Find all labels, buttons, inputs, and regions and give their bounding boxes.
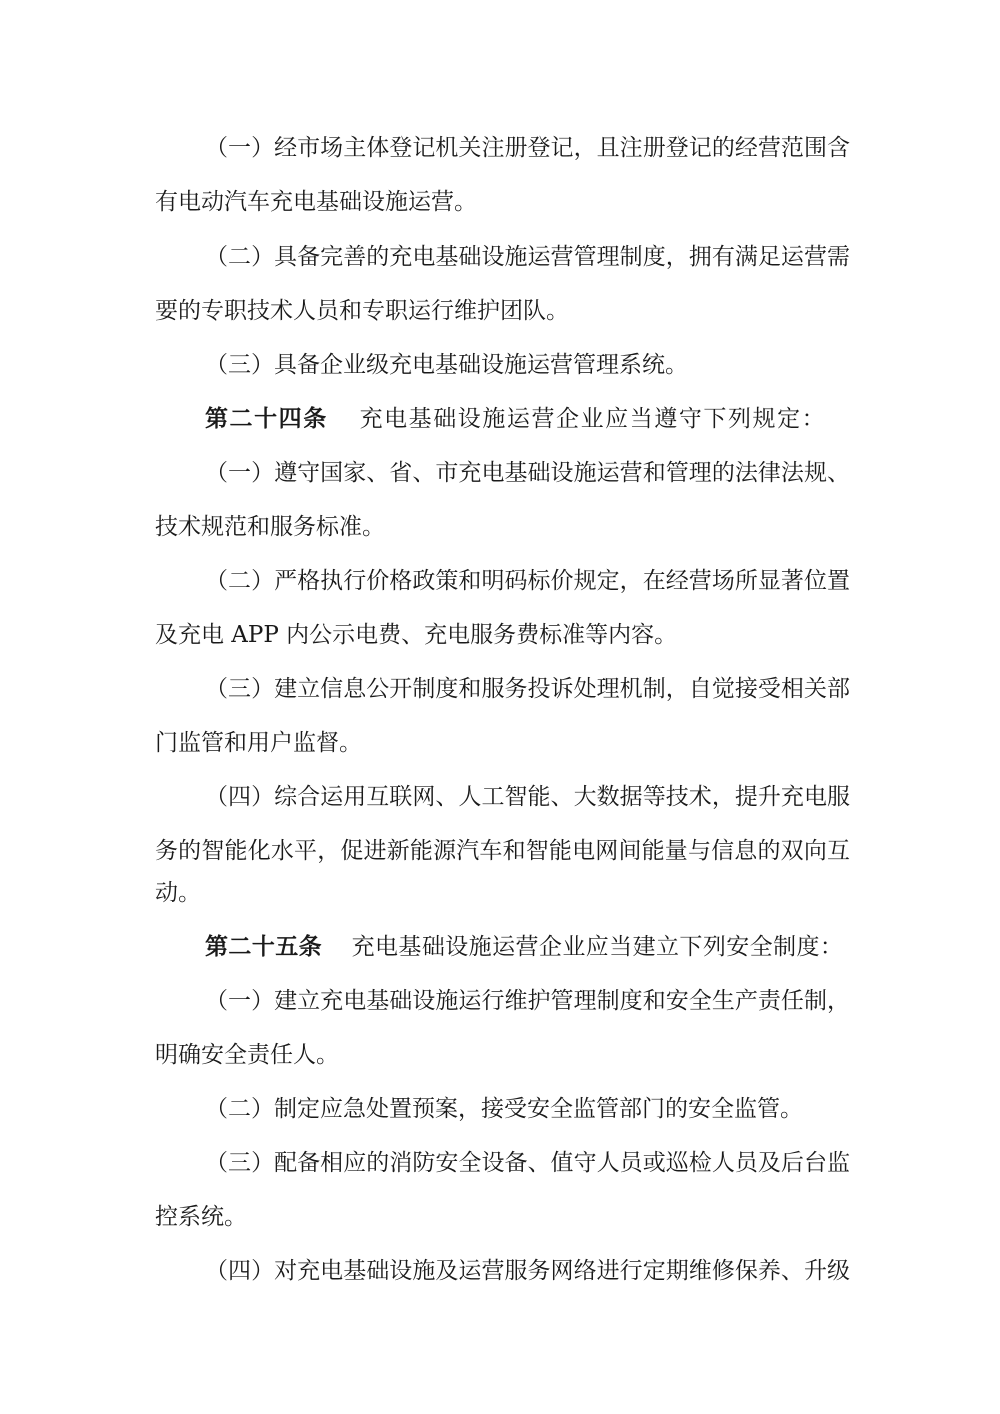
paragraph-line: （一）建立充电基础设施运行维护管理制度和安全生产责任制， xyxy=(205,988,851,1014)
paragraph-line: 门监管和用户监督。 xyxy=(155,730,362,756)
paragraph-line: （三）配备相应的消防安全设备、值守人员或巡检人员及后台监 xyxy=(205,1150,851,1176)
paragraph-line: 技术规范和服务标准。 xyxy=(155,514,385,540)
paragraph-line: 及充电 APP 内公示电费、充电服务费标准等内容。 xyxy=(155,622,678,648)
paragraph-line: （一）经市场主体登记机关注册登记，且注册登记的经营范围含 xyxy=(205,135,851,161)
paragraph-line: 有电动汽车充电基础设施运营。 xyxy=(155,189,477,215)
paragraph-line: （三）具备企业级充电基础设施运营管理系统。 xyxy=(205,352,688,378)
paragraph-line: （二）严格执行价格政策和明码标价规定，在经营场所显著位置 xyxy=(205,568,851,594)
paragraph-line: 务的智能化水平，促进新能源汽车和智能电网间能量与信息的双向互 xyxy=(155,838,851,864)
paragraph-line: （二）制定应急处置预案，接受安全监管部门的安全监管。 xyxy=(205,1096,803,1122)
paragraph-line: （三）建立信息公开制度和服务投诉处理机制，自觉接受相关部 xyxy=(205,676,851,702)
paragraph-line: 动。 xyxy=(155,880,201,906)
article-line xyxy=(205,404,826,434)
paragraph-line: （四）综合运用互联网、人工智能、大数据等技术，提升充电服 xyxy=(205,784,851,810)
article-text: 充电基础设施运营企业应当遵守下列规定： xyxy=(359,406,827,432)
paragraph-line: （四）对充电基础设施及运营服务网络进行定期维修保养、升级 xyxy=(205,1258,851,1284)
article-number: 第二十四条 xyxy=(205,406,328,432)
paragraph-line: （二）具备完善的充电基础设施运营管理制度，拥有满足运营需 xyxy=(205,244,851,270)
paragraph-line: 控系统。 xyxy=(155,1204,247,1230)
paragraph-line: 明确安全责任人。 xyxy=(155,1042,339,1068)
article-text: 充电基础设施运营企业应当建立下列安全制度： xyxy=(351,934,844,960)
article-number: 第二十五条 xyxy=(205,934,323,960)
paragraph-line: 要的专职技术人员和专职运行维护团队。 xyxy=(155,298,569,324)
paragraph-line: （一）遵守国家、省、市充电基础设施运营和管理的法律法规、 xyxy=(205,460,851,486)
article-line xyxy=(205,932,843,962)
